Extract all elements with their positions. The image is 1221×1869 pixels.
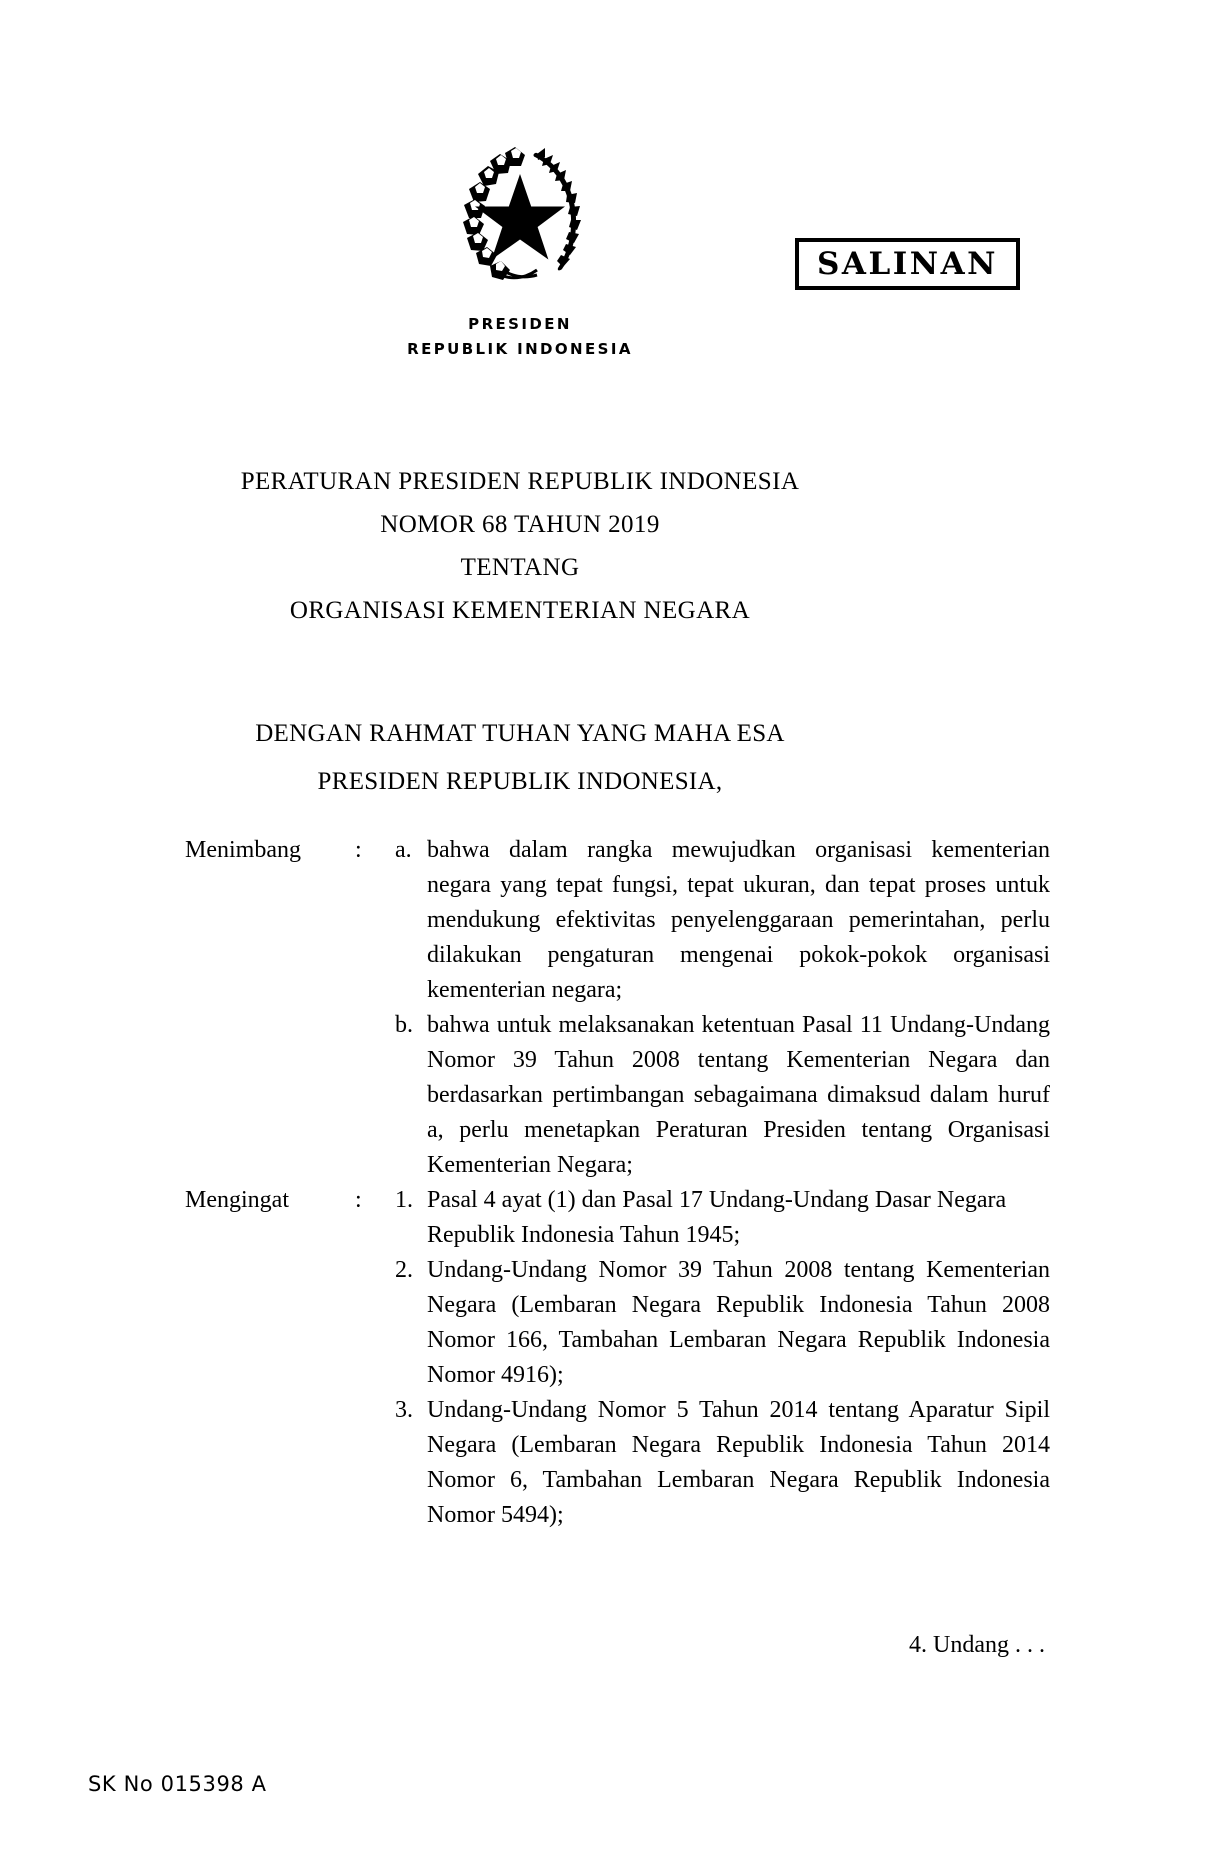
clause-menimbang bbox=[0, 833, 1221, 1183]
list-item-text: Undang-Undang Nomor 5 Tahun 2014 tentang Aparatur Sipil Negara (Lembaran Negara Republik Indonesia Tahun 2014 Nomor 6, Tambahan Lembaran Negara Republik Indonesia Nomor 5494); bbox=[427, 1397, 1050, 1528]
invocation-line-blessing: DENGAN RAHMAT TUHAN YANG MAHA ESA bbox=[255, 720, 785, 747]
list-item bbox=[395, 833, 1050, 1008]
garuda-star-wreath-emblem-icon bbox=[445, 140, 595, 290]
institution-heading bbox=[0, 312, 1040, 362]
document-header bbox=[0, 140, 1221, 358]
list-item bbox=[395, 1393, 1050, 1533]
list-item bbox=[395, 1253, 1050, 1393]
page-continuation-marker: 4. Undang . . . bbox=[909, 1632, 1045, 1658]
clause-items-mengingat bbox=[395, 1183, 1050, 1533]
clause-colon-menimbang: : bbox=[355, 837, 362, 863]
clause-colon-mengingat: : bbox=[355, 1187, 362, 1213]
clause-mengingat bbox=[0, 1183, 1221, 1533]
footer-document-code: SK No 015398 A bbox=[88, 1772, 267, 1796]
list-item-text: Pasal 4 ayat (1) dan Pasal 17 Undang-Undang Dasar Negara Republik Indonesia Tahun 1945; bbox=[427, 1187, 1007, 1248]
list-item-marker: a. bbox=[395, 837, 412, 863]
invocation-block bbox=[0, 710, 1040, 806]
list-item bbox=[395, 1183, 1050, 1253]
list-item-text: Undang-Undang Nomor 39 Tahun 2008 tentang Kementerian Negara (Lembaran Negara Republik Indonesia Tahun 2008 Nomor 166, Tambahan Lembaran Negara Republik Indonesia Nomor 4916); bbox=[427, 1257, 1050, 1388]
list-item-text: bahwa dalam rangka mewujudkan organisasi kementerian negara yang tepat fungsi, tepat ukuran, dan tepat proses untuk mendukung efektivitas penyelenggaraan pemerintahan, perlu dilakukan pengaturan mengenai pokok-pokok organisasi kementerian negara; bbox=[427, 837, 1050, 1003]
salinan-stamp-label: SALINAN bbox=[817, 245, 998, 282]
invocation-line-authority: PRESIDEN REPUBLIK INDONESIA, bbox=[317, 768, 723, 795]
clause-label-mengingat: Mengingat bbox=[185, 1187, 289, 1213]
title-line-subject: ORGANISASI KEMENTERIAN NEGARA bbox=[289, 597, 751, 624]
clause-items-menimbang bbox=[395, 833, 1050, 1183]
list-item-marker: 2. bbox=[395, 1257, 413, 1283]
clause-body bbox=[0, 833, 1221, 1533]
title-line-number-year: NOMOR 68 TAHUN 2019 bbox=[380, 511, 660, 538]
list-item-marker: 1. bbox=[395, 1187, 413, 1213]
clause-label-menimbang: Menimbang bbox=[185, 837, 301, 863]
title-line-regulation-type: PERATURAN PRESIDEN REPUBLIK INDONESIA bbox=[240, 468, 800, 495]
list-item-text: bahwa untuk melaksanakan ketentuan Pasal 11 Undang-Undang Nomor 39 Tahun 2008 tentang Kementerian Negara dan berdasarkan pertimbangan sebagaimana dimaksud dalam huruf a, perlu menetapkan Peraturan Presiden tentang Organisasi Kementerian Negara; bbox=[427, 1012, 1050, 1178]
list-item-marker: b. bbox=[395, 1012, 413, 1038]
list-item-marker: 3. bbox=[395, 1397, 413, 1423]
institution-line-1: PRESIDEN bbox=[468, 315, 572, 333]
title-line-tentang: TENTANG bbox=[460, 554, 580, 581]
list-item bbox=[395, 1008, 1050, 1183]
salinan-stamp bbox=[795, 238, 1020, 290]
regulation-title-block bbox=[0, 460, 1040, 632]
institution-line-2: REPUBLIK INDONESIA bbox=[407, 340, 633, 358]
